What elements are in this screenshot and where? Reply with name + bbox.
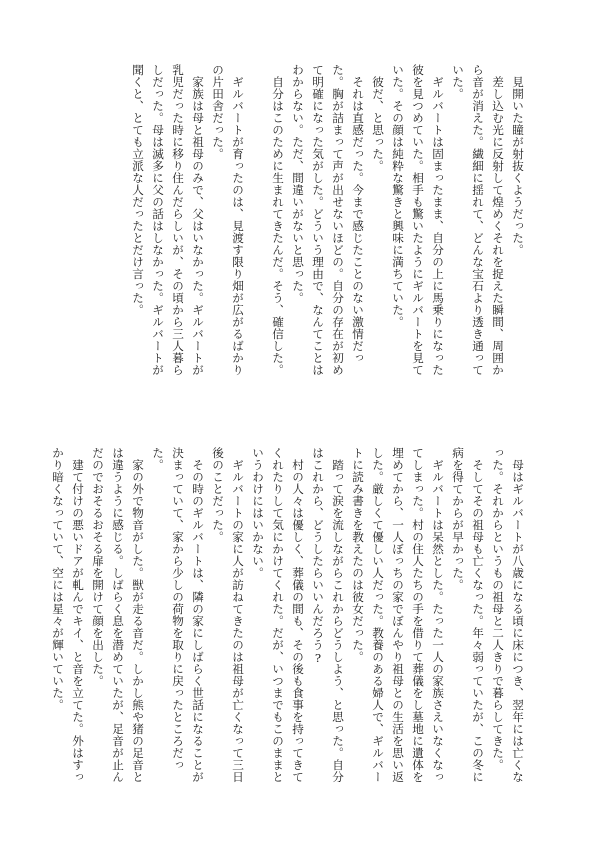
paragraph: 村の人々は優しく、葬儀の間も、その後も食事を持ってきてくれたりして気にかけてくれた。だが、いつまでもこのままというわけにはいかない。 — [251, 447, 305, 783]
paragraph: 差し込む光に反射して煌めくそれを捉えた瞬間、周囲から音が消えた。繊細に揺れて、どんな宝石より透き通っていた。 — [451, 64, 505, 376]
paragraph: ギルバートは固まったまま、自分の上に馬乗りになった彼を見つめていた。相手も驚いたようにギルバートを見ていた。その顔は純粋な驚きと興味に満ちていた。 — [391, 64, 445, 376]
paragraph: 母はギルバートが八歳になる頃に床につき、翌年には亡くなった。それからというもの祖母と二人きりで暮らしてきた。 — [491, 447, 525, 783]
paragraph: 見開いた瞳が射抜くようだった。 — [511, 75, 525, 256]
top-text-block — [98, 64, 528, 380]
paragraph: ギルバートが育ったのは、見渡す限り畑が広がるばかりの片田舎だった。 — [211, 64, 245, 376]
paragraph: 建て付けの悪いドアが軋んでキイ、と音を立てた。外はすっかり暗くなっていて、空には星々が輝いていた。 — [51, 447, 85, 783]
bottom-text-block — [51, 447, 528, 783]
paragraph: その時のギルバートは、隣の家にしばらく世話になることが決まっていて、家から少しの荷物を取りに戻ったところだった。 — [151, 447, 205, 783]
paragraph: それは直感だった。今まで感じたことのない激情だった。胸が詰まって声が出せないほどの。自分の存在が初めて明確になった気がした。どういう理由で、なんてことはわからない。ただ、間違いがないと思った。 — [291, 64, 365, 376]
paragraph: そしてその祖母も亡くなった。年々弱っていたが、この冬に病を得てからが早かった。 — [451, 447, 485, 783]
paragraph: 彼だ、と思った。 — [371, 75, 385, 172]
paragraph: ギルバートの家に人が訪ねてきたのは祖母が亡くなって三日後のことだった。 — [211, 447, 245, 783]
paragraph: 踏って涙を流しながらこれからどうしよう、と思った。自分はこれから、どうしたらいいんだろう? — [311, 447, 345, 783]
paragraph: 家族は母と祖母のみで、父はいなかった。ギルバートが乳児だった時に移り住んだらしいが、その頃から三人暮らしだった。母は滅多に父の話はしなかった。ギルバートが聞くと、とても立派な人だったとだけ言った。 — [131, 64, 205, 376]
paragraph: 自分はこのために生まれてきたんだ。そう、確信した。 — [271, 75, 285, 376]
section-gap — [248, 64, 268, 380]
paragraph: ギルバートは呆然とした。たった一人の家族さえいなくなってしまった。村の住人たちの手を借りて葬儀をし墓地に遺体を埋めてから、一人ぼっちの家でぼんやり祖母との生活を思い返した。厳しくて優しい人だった。教養のある婦人で、ギルバートに読み書きを教えたのは彼女だった。 — [351, 447, 445, 783]
paragraph: 家の外で物音がした。獣が走る音だ。しかし熊や猪の足音とは違うように感じる。しばらく息を潜めていたが、足音が止んだのでおそるおそる扉を開けて顔を出した。 — [91, 447, 145, 783]
